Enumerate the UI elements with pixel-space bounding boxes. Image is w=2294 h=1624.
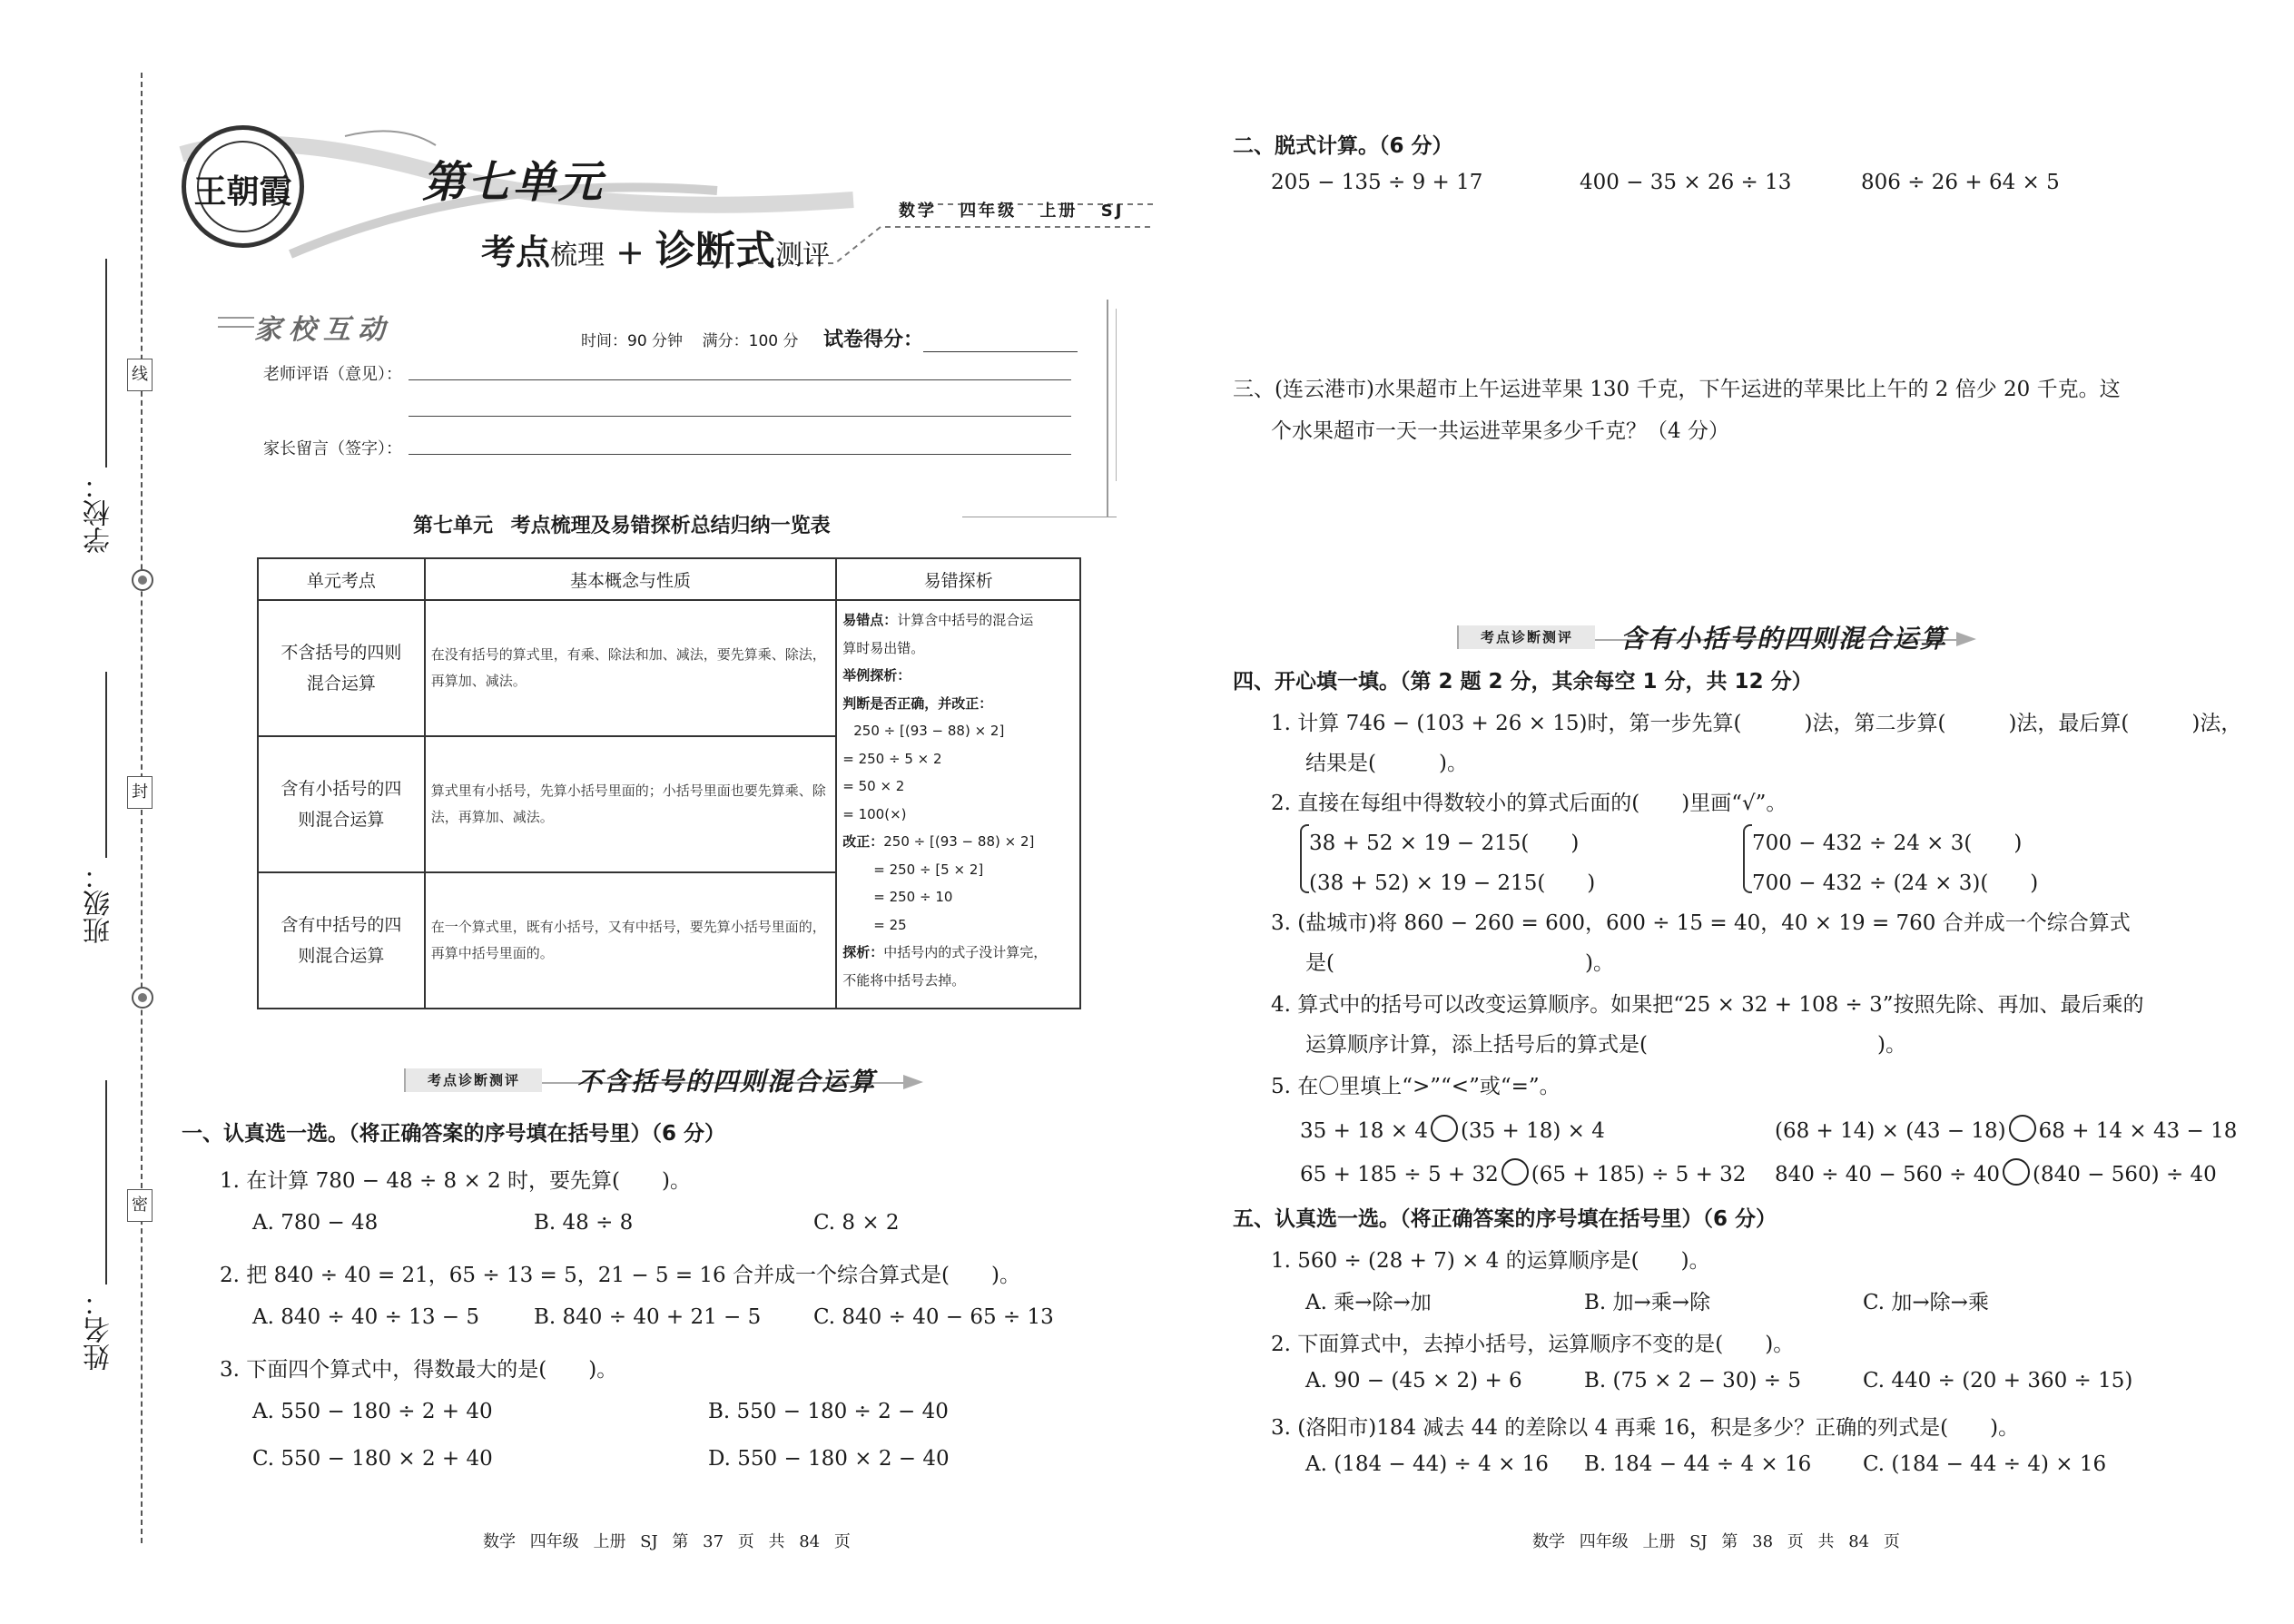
teacher-comment-line-2[interactable]	[409, 416, 1071, 417]
section-5-heading: 五、认真选一选。（将正确答案的序号填在括号里）（6 分）	[1233, 1207, 1777, 1231]
unit-title: 第七单元	[422, 157, 605, 208]
exam-meta	[581, 324, 1078, 352]
exam-full-score: 满分：100 分	[702, 332, 799, 350]
parent-comment-label: 家长留言（签字）：	[263, 439, 402, 458]
section-banner-2: 考点诊断测评 含有小括号的四则混合运算	[1457, 617, 1979, 657]
option-b[interactable]: B. (75 × 2 − 30) ÷ 5	[1584, 1369, 1801, 1393]
option-b[interactable]: B. 840 ÷ 40 + 21 − 5	[534, 1305, 762, 1329]
question-4-1: 1. 计算 746 − (103 + 26 × 15)时，第一步先算( )法，第二步算( )法，最后算( )法，	[1271, 712, 2242, 735]
option-d[interactable]: D. 550 − 180 × 2 − 40	[708, 1447, 950, 1471]
topic-cell: 含有中括号的四 则混合运算	[258, 872, 425, 1009]
seal-tag-seal: 封	[127, 776, 153, 809]
option-c[interactable]: C. (184 − 44 ÷ 4) × 16	[1863, 1452, 2107, 1476]
seal-tag-secret: 密	[127, 1189, 153, 1222]
subject-tag: 数学 四年级 上册 SJ	[899, 202, 1125, 221]
page-footer-right: 数学 四年级 上册 SJ 第 38 页 共 84 页	[1532, 1532, 1900, 1551]
question-4-2: 2. 直接在每组中得数较小的算式后面的( )里画“√”。	[1271, 792, 1787, 815]
comparison-3: 65 + 185 ÷ 5 + 32 (65 + 185) ÷ 5 + 32	[1300, 1158, 1746, 1186]
expression-3: 806 ÷ 26 + 64 × 5	[1861, 171, 2060, 194]
topic-cell: 不含括号的四则 混合运算	[258, 600, 425, 736]
option-b[interactable]: B. 48 ÷ 8	[534, 1211, 634, 1235]
question-4-3: 3. (盐城市)将 860 − 260 = 600，600 ÷ 15 = 40，40 × 19 = 760 合并成一个综合算式	[1271, 911, 2131, 935]
question-4-3-cont: 是( )。	[1305, 951, 1614, 975]
question-1-1: 1. 在计算 780 − 48 ÷ 8 × 2 时，要先算( )。	[220, 1169, 691, 1193]
question-1-3: 3. 下面四个算式中，得数最大的是( )。	[220, 1358, 618, 1382]
comparison-2: (68 + 14) × (43 − 18) 68 + 14 × 43 − 18	[1775, 1115, 2237, 1143]
question-5-2: 2. 下面算式中，去掉小括号，运算顺序不变的是( )。	[1271, 1333, 1795, 1356]
option-b[interactable]: B. 加→乘→除	[1584, 1291, 1711, 1314]
compare-expression: 700 − 432 ÷ 24 × 3( )	[1752, 832, 2023, 855]
binding-hole-icon	[132, 987, 153, 1009]
compare-circle[interactable]	[1501, 1158, 1529, 1186]
question-5-3: 3. (洛阳市)184 减去 44 的差除以 4 再乘 16，积是多少？正确的列式是( )。	[1271, 1416, 2020, 1440]
parent-comment-line[interactable]	[409, 454, 1071, 455]
page-subtitle: 考点梳理 + 诊断式测评	[481, 228, 831, 274]
error-analysis-cell: 易错点：计算含中括号的混合运 算时易出错。 举例探析： 判断是否正确，并改正： 250 ÷ [(93 − 88) × 2] = 250 ÷ 5 × 2 = 50 × 2 = 100(×) 改正：250 ÷ [(93 − 88) × 2] = 250 ÷ [5 × 2] = 250 ÷ 10 = 25 探析：中括号内的式子没计算完， 不能将中括号去掉。	[836, 600, 1080, 1009]
compare-expression: (38 + 52) × 19 − 215( )	[1309, 871, 1596, 895]
compare-circle[interactable]	[1431, 1115, 1458, 1142]
binding-hole-icon	[132, 569, 153, 591]
seal-tag-line: 线	[127, 359, 153, 391]
option-c[interactable]: C. 加→除→乘	[1863, 1291, 1989, 1314]
expression-1: 205 − 135 ÷ 9 + 17	[1271, 171, 1483, 194]
question-4-1-cont: 结果是( )。	[1305, 752, 1468, 775]
compare-expression: 700 − 432 ÷ (24 × 3)( )	[1752, 871, 2039, 895]
name-label: 姓名：	[84, 1289, 115, 1371]
section-1-heading: 一、认真选一选。（将正确答案的序号填在括号里）（6 分）	[182, 1122, 726, 1146]
teacher-comment-label: 老师评语（意见）：	[263, 365, 402, 384]
option-a[interactable]: A. 乘→除→加	[1305, 1291, 1432, 1314]
expression-2: 400 − 35 × 26 ÷ 13	[1580, 171, 1792, 194]
section-3-line-2: 个水果超市一天一共运进苹果多少千克？（4 分）	[1271, 419, 1729, 443]
name-blank	[105, 1080, 107, 1284]
section-4-heading: 四、开心填一填。（第 2 题 2 分，其余每空 1 分，共 12 分）	[1233, 670, 1813, 694]
option-b[interactable]: B. 184 − 44 ÷ 4 × 16	[1584, 1452, 1812, 1476]
exam-time: 时间：90 分钟	[581, 332, 684, 350]
comparison-1: 35 + 18 × 4 (35 + 18) × 4	[1300, 1115, 1605, 1143]
option-b[interactable]: B. 550 − 180 ÷ 2 − 40	[708, 1400, 949, 1423]
arrow-right-icon	[1956, 632, 1976, 646]
concept-cell: 在一个算式里，既有小括号，又有中括号，要先算小括号里面的，再算中括号里面的。	[425, 872, 836, 1009]
school-label: 学校：	[84, 472, 115, 554]
summary-table	[257, 557, 1081, 1009]
question-5-1: 1. 560 ÷ (28 + 7) × 4 的运算顺序是( )。	[1271, 1249, 1710, 1273]
section-banner-1: 考点诊断测评 不含括号的四则混合运算	[404, 1060, 926, 1100]
option-c[interactable]: C. 840 ÷ 40 − 65 ÷ 13	[813, 1305, 1054, 1329]
publisher-logo: 王朝霞	[182, 125, 304, 248]
option-a[interactable]: A. 550 − 180 ÷ 2 + 40	[252, 1400, 493, 1423]
score-label: 试卷得分：	[822, 329, 923, 351]
teacher-comment-line[interactable]	[409, 379, 1071, 380]
school-blank	[105, 259, 107, 468]
brace-left-icon	[1300, 824, 1309, 893]
column-header: 基本概念与性质	[425, 558, 836, 600]
score-blank[interactable]	[923, 351, 1078, 352]
concept-cell: 在没有括号的算式里，有乘、除法和加、减法，要先算乘、除法，再算加、减法。	[425, 600, 836, 736]
option-c[interactable]: C. 550 − 180 × 2 + 40	[252, 1447, 493, 1471]
compare-expression: 38 + 52 × 19 − 215( )	[1309, 832, 1580, 855]
option-a[interactable]: A. 90 − (45 × 2) + 6	[1305, 1369, 1522, 1393]
compare-circle[interactable]	[2003, 1158, 2030, 1186]
section-2-heading: 二、脱式计算。（6 分）	[1233, 134, 1453, 158]
compare-circle[interactable]	[2009, 1115, 2036, 1142]
table-row	[258, 600, 1080, 736]
column-header: 单元考点	[258, 558, 425, 600]
question-4-4-cont: 运算顺序计算，添上括号后的算式是( )。	[1305, 1033, 1906, 1057]
topic-cell: 含有小括号的四 则混合运算	[258, 736, 425, 872]
class-label: 班级：	[84, 862, 115, 944]
concept-cell: 算式里有小括号，先算小括号里面的；小括号里面也要先算乘、除法，再算加、减法。	[425, 736, 836, 872]
home-school-title: 家校互动	[254, 314, 392, 346]
option-a[interactable]: A. (184 − 44) ÷ 4 × 16	[1305, 1452, 1549, 1476]
comparison-4: 840 ÷ 40 − 560 ÷ 40 (840 − 560) ÷ 40	[1775, 1158, 2217, 1186]
option-c[interactable]: C. 8 × 2	[813, 1211, 900, 1235]
page-footer-left: 数学 四年级 上册 SJ 第 37 页 共 84 页	[483, 1532, 851, 1551]
summary-table-title: 第七单元 考点梳理及易错探析总结归纳一览表	[413, 515, 831, 537]
option-a[interactable]: A. 840 ÷ 40 ÷ 13 − 5	[252, 1305, 479, 1329]
column-header: 易错探析	[836, 558, 1080, 600]
class-blank	[105, 672, 107, 858]
question-1-2: 2. 把 840 ÷ 40 = 21，65 ÷ 13 = 5，21 − 5 = 16 合并成一个综合算式是( )。	[220, 1264, 1020, 1287]
option-a[interactable]: A. 780 − 48	[252, 1211, 379, 1235]
brace-left-icon	[1743, 824, 1752, 893]
arrow-right-icon	[903, 1075, 923, 1089]
section-3-line-1: 三、(连云港市)水果超市上午运进苹果 130 千克，下午运进的苹果比上午的 2 倍少 20 千克。这	[1233, 378, 2121, 401]
question-4-5: 5. 在〇里填上“>”“<”或“=”。	[1271, 1075, 1561, 1098]
question-4-4: 4. 算式中的括号可以改变运算顺序。如果把“25 × 32 + 108 ÷ 3”按照先除、再加、最后乘的	[1271, 993, 2144, 1017]
option-c[interactable]: C. 440 ÷ (20 + 360 ÷ 15)	[1863, 1369, 2133, 1393]
